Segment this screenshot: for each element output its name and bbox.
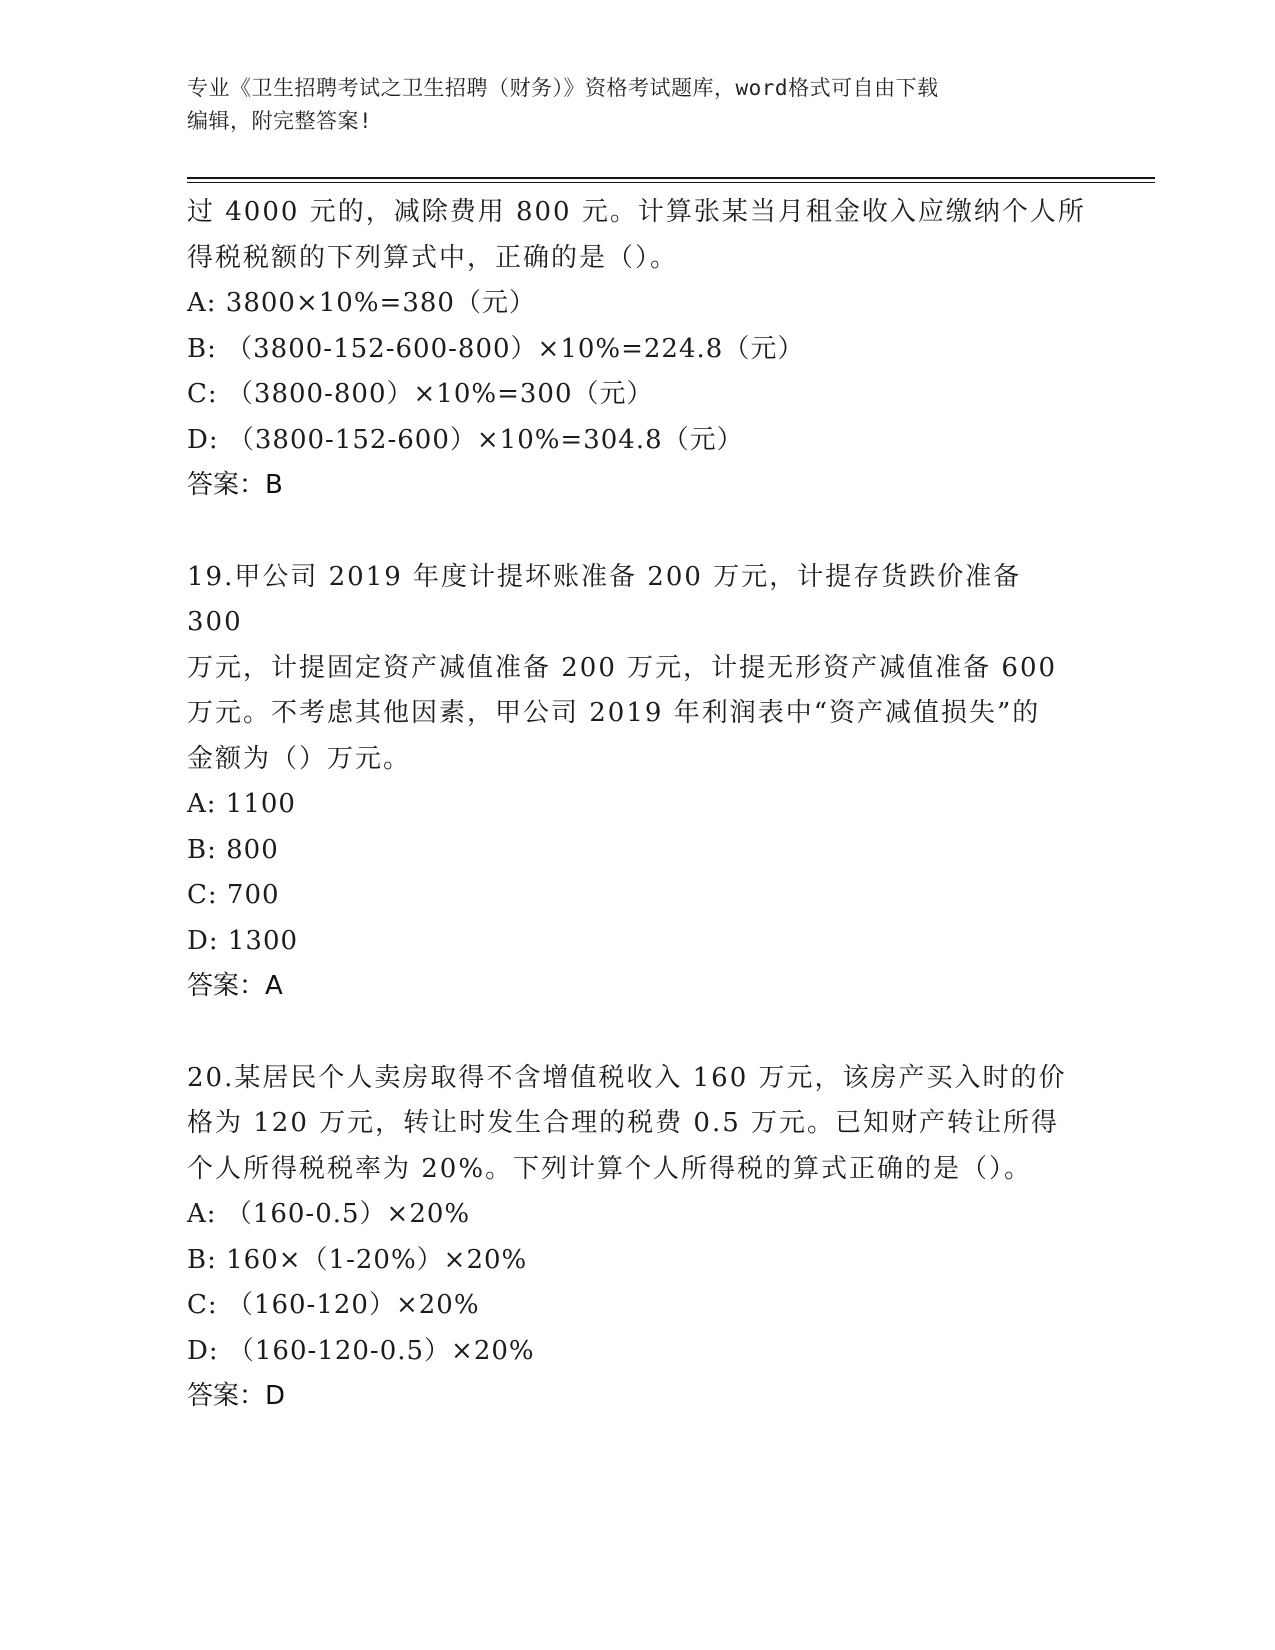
answer-line: 答案：B bbox=[187, 470, 283, 500]
answer-line: 答案：A bbox=[187, 971, 283, 1001]
question-stem-line: 19.甲公司 2019 年度计提坏账准备 200 万元，计提存货跌价准备 300 bbox=[187, 561, 1022, 637]
answer-line: 答案：D bbox=[187, 1381, 286, 1411]
question-stem-line: 万元，计提固定资产减值准备 200 万元，计提无形资产减值准备 600 bbox=[187, 652, 1058, 683]
option-d: D: 1300 bbox=[187, 925, 299, 956]
option-a: A: 1100 bbox=[187, 789, 296, 819]
header-line-2: 编辑，附完整答案! bbox=[187, 109, 373, 133]
header-divider-thin bbox=[187, 182, 1155, 183]
question-block bbox=[187, 190, 1087, 509]
question-list bbox=[187, 190, 1087, 1420]
spacer bbox=[187, 1010, 1087, 1056]
question-block bbox=[187, 1056, 1087, 1420]
option-b: B: 160×（1-20%）×20% bbox=[187, 1244, 528, 1275]
question-block bbox=[187, 555, 1087, 1010]
question-stem-line: 格为 120 万元，转让时发生合理的税费 0.5 万元。已知财产转让所得 bbox=[187, 1108, 1060, 1138]
option-c: C: （3800-800）×10%=300（元） bbox=[187, 379, 654, 409]
option-a: A: （160-0.5）×20% bbox=[187, 1199, 471, 1229]
question-stem-line: 得税税额的下列算式中，正确的是（）。 bbox=[187, 242, 679, 273]
header-divider-thick bbox=[187, 177, 1155, 179]
question-stem-line: 20.某居民个人卖房取得不含增值税收入 160 万元，该房产买入时的价 bbox=[187, 1062, 1067, 1093]
option-a: A: 3800×10%=380（元） bbox=[187, 288, 536, 318]
option-b: B: 800 bbox=[187, 834, 279, 865]
option-d: D: （160-120-0.5）×20% bbox=[187, 1335, 535, 1366]
question-stem-line: 过 4000 元的，减除费用 800 元。计算张某当月租金收入应缴纳个人所 bbox=[187, 197, 1086, 227]
question-stem-line: 万元。不考虑其他因素，甲公司 2019 年利润表中“资产减值损失”的 bbox=[187, 698, 1041, 728]
spacer bbox=[187, 509, 1087, 555]
header-line-1: 专业《卫生招聘考试之卫生招聘（财务）》资格考试题库，word格式可自由下载 bbox=[187, 76, 939, 100]
question-stem-line: 金额为（）万元。 bbox=[187, 743, 412, 774]
option-b: B: （3800-152-600-800）×10%=224.8（元） bbox=[187, 333, 805, 364]
document-header bbox=[187, 72, 1087, 138]
option-c: C: 700 bbox=[187, 880, 280, 910]
question-stem-line: 个人所得税税率为 20%。下列计算个人所得税的算式正确的是（）。 bbox=[187, 1153, 1033, 1184]
option-c: C: （160-120）×20% bbox=[187, 1290, 480, 1320]
option-d: D: （3800-152-600）×10%=304.8（元） bbox=[187, 424, 744, 455]
